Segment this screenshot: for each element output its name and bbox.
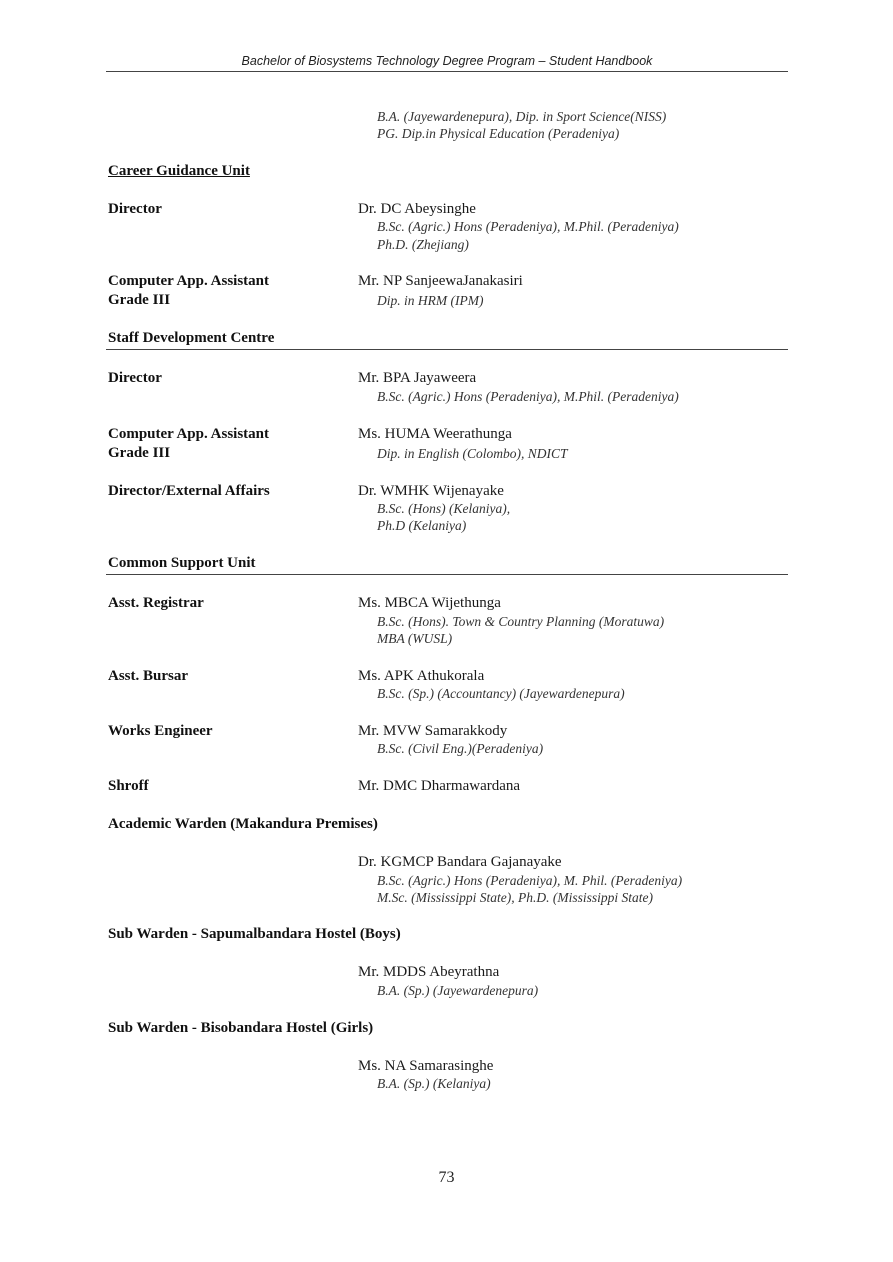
- role-label-shroff: Shroff: [108, 778, 149, 794]
- role-label-computer-app-assistant: Computer App. Assistant: [108, 273, 270, 289]
- person-name: Dr. DC Abeysinghe: [358, 201, 476, 217]
- role-label-works-engineer: Works Engineer: [108, 723, 213, 739]
- qualification-line: B.Sc. (Agric.) Hons (Peradeniya), M.Phil. (Peradeniya): [377, 389, 679, 404]
- qualification-line: B.Sc. (Civil Eng.)(Peradeniya): [377, 741, 544, 756]
- running-header: Bachelor of Biosystems Technology Degree Program – Student Handbook: [241, 54, 653, 68]
- header-rule: [106, 71, 788, 72]
- section-heading-sub-warden-girls: Sub Warden - Bisobandara Hostel (Girls): [108, 1020, 374, 1036]
- role-label-director: Director: [108, 370, 162, 386]
- role-label-grade: Grade III: [108, 292, 171, 308]
- qualification-line: Dip. in HRM (IPM): [377, 293, 484, 308]
- person-name: Mr. NP SanjeewaJanakasiri: [358, 273, 523, 289]
- qualification-line: B.Sc. (Agric.) Hons (Peradeniya), M. Phil. (Peradeniya): [377, 873, 683, 888]
- role-label-grade: Grade III: [108, 445, 171, 461]
- role-label-asst-bursar: Asst. Bursar: [108, 668, 189, 684]
- section-heading-common-support: Common Support Unit: [108, 555, 256, 571]
- person-name: Mr. MDDS Abeyrathna: [358, 964, 500, 980]
- section-rule: [106, 349, 788, 350]
- section-heading-sub-warden-boys: Sub Warden - Sapumalbandara Hostel (Boys): [108, 926, 401, 942]
- person-name: Mr. MVW Samarakkody: [358, 723, 508, 739]
- qualification-line: B.A. (Jayewardenepura), Dip. in Sport Science(NISS): [377, 109, 667, 124]
- section-heading-career-guidance: Career Guidance Unit: [108, 163, 250, 179]
- person-name: Dr. KGMCP Bandara Gajanayake: [358, 854, 562, 870]
- person-name: Ms. NA Samarasinghe: [358, 1058, 494, 1074]
- qualification-line: MBA (WUSL): [377, 631, 453, 646]
- person-name: Mr. DMC Dharmawardana: [358, 778, 521, 794]
- section-heading-academic-warden: Academic Warden (Makandura Premises): [108, 816, 378, 832]
- qualification-line: Ph.D (Kelaniya): [377, 518, 467, 533]
- person-name: Ms. HUMA Weerathunga: [358, 426, 512, 442]
- person-name: Mr. BPA Jayaweera: [358, 370, 477, 386]
- qualification-line: Ph.D. (Zhejiang): [377, 237, 469, 252]
- qualification-line: B.Sc. (Agric.) Hons (Peradeniya), M.Phil. (Peradeniya): [377, 219, 679, 234]
- role-label-external-affairs: Director/External Affairs: [108, 483, 270, 499]
- qualification-line: B.Sc. (Sp.) (Accountancy) (Jayewardenepura): [377, 686, 625, 701]
- qualification-line: PG. Dip.in Physical Education (Peradeniya): [377, 126, 620, 141]
- qualification-line: Dip. in English (Colombo), NDICT: [377, 446, 568, 461]
- qualification-line: B.Sc. (Hons). Town & Country Planning (Moratuwa): [377, 614, 665, 629]
- qualification-line: M.Sc. (Mississippi State), Ph.D. (Mississippi State): [377, 890, 653, 905]
- section-heading-staff-development: Staff Development Centre: [108, 330, 275, 346]
- qualification-line: B.Sc. (Hons) (Kelaniya),: [377, 501, 511, 516]
- person-name: Ms. APK Athukorala: [358, 668, 485, 684]
- qualification-line: B.A. (Sp.) (Kelaniya): [377, 1076, 491, 1091]
- person-name: Ms. MBCA Wijethunga: [358, 595, 501, 611]
- role-label-asst-registrar: Asst. Registrar: [108, 595, 204, 611]
- qualification-line: B.A. (Sp.) (Jayewardenepura): [377, 983, 539, 998]
- page-number: 73: [438, 1169, 455, 1186]
- person-name: Dr. WMHK Wijenayake: [358, 483, 504, 499]
- role-label-director: Director: [108, 201, 162, 217]
- section-rule: [106, 574, 788, 575]
- role-label-computer-app-assistant: Computer App. Assistant: [108, 426, 270, 442]
